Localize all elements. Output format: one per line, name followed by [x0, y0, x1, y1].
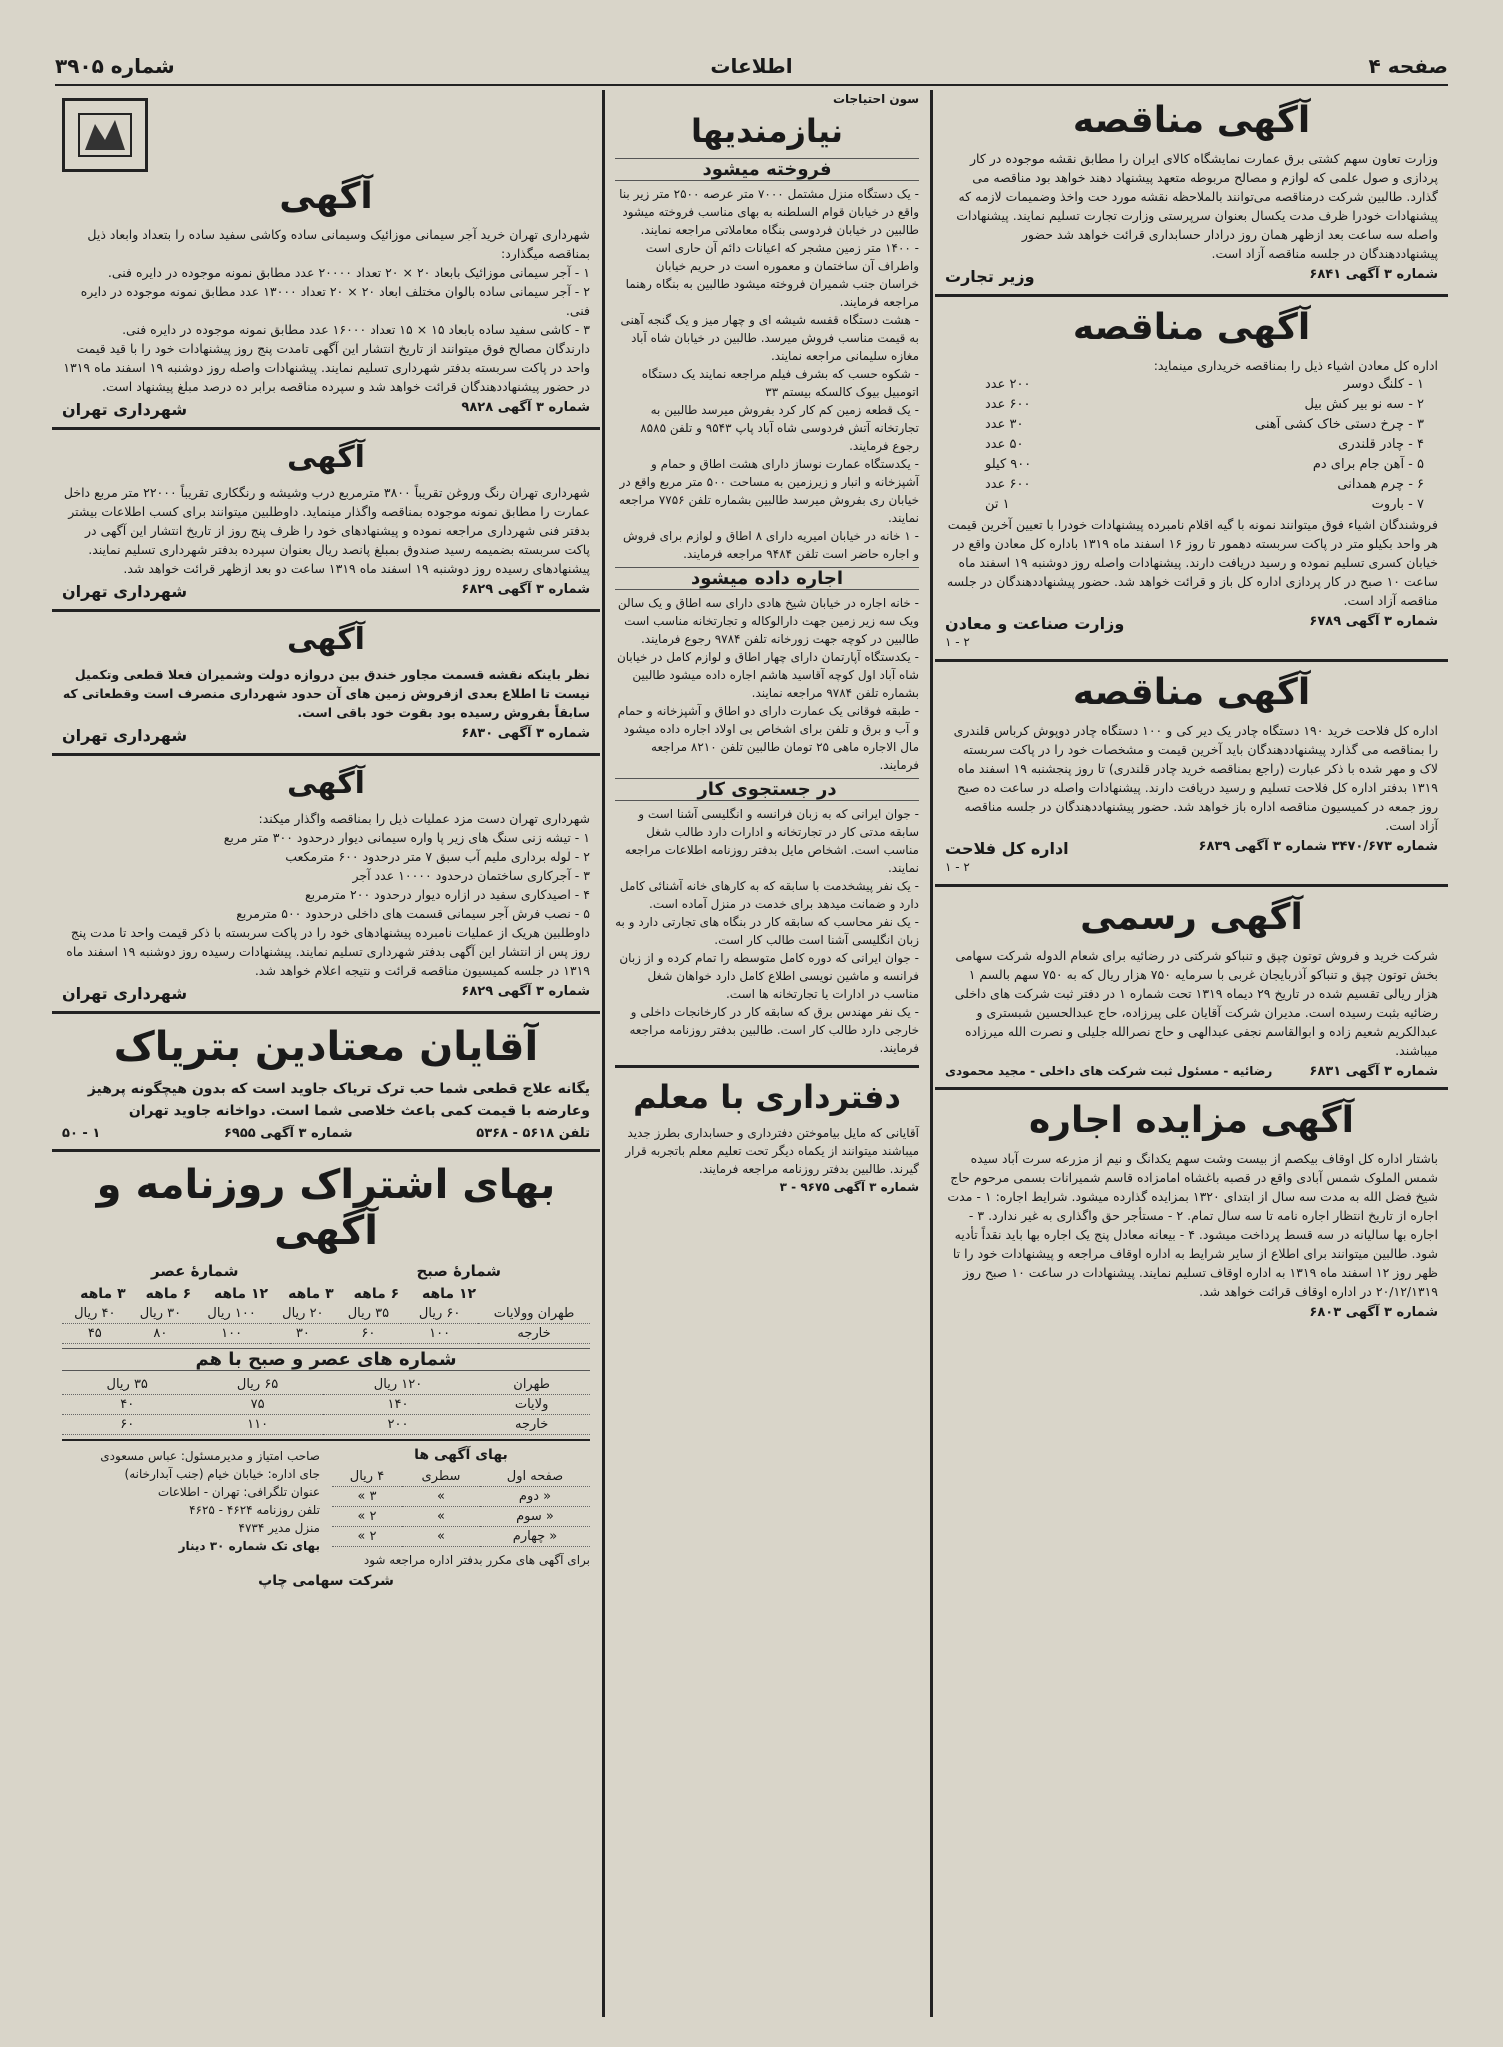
classified-item: - هشت دستگاه قفسه شیشه ای و چهار میز و یک گنجه آهنی به قیمت مناسب فروش میرسد. طالبین در خیابان شاه آباد مغازه سلیمانی مراجعه نمایند.: [620, 313, 919, 363]
rates-footer: [62, 1439, 590, 1569]
list-item: ۶ - چرم همدانی ۶۰۰ عدد: [985, 477, 1424, 492]
list-item: ۳ - آجرکاری ساختمان درحدود ۱۰۰۰۰ عدد آجر: [352, 868, 590, 883]
owner: صاحب امتیاز و مدیرمسئول: عباس مسعودی: [100, 1449, 320, 1463]
ad-body: وزارت تعاون سهم کشتی برق عمارت نمایشگاه کالای ایران را مطابق نقشه موجوده در کار پردازی و صول علمی که لوازم و مصالح مربوطه متعهد پیشنهاد دهند خواهد بود مناقصه می گذارد. طالبین شرکت درمناقصه می‌توانند بالملاحظه نقشه مورد حت واخذ وضمیمات لازمه که پیشنهادات خودرا ظرف مدت یکسال بعنوان سرپرستی وزارت تجارت تسلیم نمایند. پیشنهادات واصله سه ساعت بعد ازظهر همان روز درادار حسابداری قرائت خواهد شد حضور پیشنهاددهندگان در جلسه مناقصه آزاد است.: [956, 151, 1438, 261]
ad-title: آگهی: [279, 176, 373, 217]
list-item: ۱ - تیشه زنی سنگ های زیر پا واره سیمانی دیوار درحدود ۳۰۰ متر مربع: [223, 830, 590, 845]
table-row: خارجه ۱۰۰ ۶۰ ۳۰ ۱۰۰ ۸۰ ۴۵: [62, 1324, 590, 1344]
classified-item: - یک نفر مهندس برق که سابقه کار در کارخانجات داخلی و خارجی دارد طالب کار است. طالبین بدفتر روزنامه مراجعه فرمایند.: [629, 1005, 919, 1055]
subscription-rates: [52, 1152, 600, 1597]
classified-item: - یک قطعه زمین کم کار کرد بفروش میرسد طالبین به تجارتخانه آتش فردوسی شاه آباد پاپ ۹۵۴۳ و تلفن ۸۵۸۵ رجوع فرمایند.: [640, 403, 919, 453]
classified-item: - طبقه فوقانی یک عمارت دارای دو اطاق و آشپزخانه و حمام و آب و برق و تلفن برای اشخاص بی اولاد اجاره داده میشود مال الاجاره ماهی ۲۵ تومان طالبین تلفن ۸۲۱۰ مراجعه فرمایند.: [617, 704, 919, 772]
table-row: « چهارم » ۲ »: [332, 1527, 590, 1547]
list-item: ۵ - نصب فرش آجر سیمانی قسمت های داخلی درحدود ۵۰۰ مترمربع: [236, 906, 590, 921]
ad-body: داوطلبین هریک از عملیات نامبرده پیشنهادهای خود را در پاکت سربسته با ذکر قیمت واحد تا مدت پنج روز پس از انتشار این آگهی بدفتر شهرداری تسلیم نمایند. پیشنهادات رسیده روز دوشنبه ۱۹ اسفند ماه ۱۳۱۹ در جلسه کمیسیون مناقصه قرائت و نتیجه اعلام خواهد شد.: [66, 925, 590, 978]
column-rule: [602, 90, 605, 2017]
column-left: [52, 90, 600, 2027]
table-row: طهران وولایات ۶۰ ریال ۳۵ ریال ۲۰ ریال ۱۰۰ ریال ۳۰ ریال ۴۰ ریال: [62, 1304, 590, 1324]
section-title: نیازمندیها: [690, 112, 844, 150]
ad-lease-auction: [935, 1090, 1448, 1328]
ad-body: شهرداری تهران رنگ وروغن تقریباً ۳۸۰۰ مترمربع درب وشیشه و رنگکاری تقریباً ۲۲۰۰۰ متر مربع داخل عمارت را مطابق نمونه موجوده بمناقصه واگذار مینماید. داوطلبین میتوانند برای کسب اطلاعات بیشتر بدفتر فنی شهرداری مراجعه نموده و پیشنهادهای خود را ظرف پنج روز از تاریخ انتشار این آگهی در پاکت سربسته بضمیمه رسید صندوق بمبلغ پانصد ریال بعنوان سپرده بدفتر شهرداری تسلیم نمایند. پیشنهادهای رسیده روز دوشنبه ۱۹ اسفند ماه ۱۳۱۹ ساعت دو بعد ازظهر قرائت خواهد شد.: [63, 485, 590, 576]
ad-title: آگهی رسمی: [1080, 897, 1303, 938]
list-item: ۳ - کاشی سفید ساده بابعاد ۱۵ × ۱۵ تعداد ۱۶۰۰۰ عدد مطابق نمونه موجوده در دایره فنی.: [122, 322, 590, 337]
classified-item: - یکدستگاه آپارتمان دارای چهار اطاق و لوازم کامل در خیابان شاه آباد اول کوچه آقاسید هاشم اجاره داده میشود طالبین بشماره تلفن ۹۷۸۴ مراجعه نمایند.: [616, 650, 919, 700]
phone-manager: منزل مدیر ۴۷۳۴: [238, 1521, 320, 1535]
ad-opium-cure: [52, 1014, 600, 1152]
ad-body: دارندگان مصالح فوق میتوانند از تاریخ انتشار این آگهی تامدت پنج روز پیشنهادات خود را با قید قیمت واحد در پاکت سربسته بدفتر شهرداری تسلیم نمایند. پیشنهادات واصله روز دوشنبه ۱۹ اسفند ماه ۱۳۱۹ در حضور پیشنهاددهندگان قرائت خواهد شد و سپرده مناقصه برابر ده درصد مبلغ پیشنهاد است.: [63, 341, 590, 394]
publisher-info: [62, 1447, 320, 1569]
ad-org: اداره کل فلاحت: [945, 839, 1069, 858]
ad-number: شماره ۳ آگهی ۶۹۵۵: [223, 1126, 353, 1141]
list-item: ۲ - لوله برداری ملیم آب سبق ۷ متر درحدود ۶۰۰ مترمکعب: [285, 849, 590, 864]
ad-body: فروشندگان اشیاء فوق میتوانند نمونه با گیه اقلام نامبرده پیشنهادات خودرا با تعیین آخرین قیمت هر واحد بکیلو متر در پاکت سربسته دهمور تا روز ۱۶ اسفند ماه ۱۳۱۹ باداره کل معادن واقع در خیابان کسری تسلیم نموده و رسید دریافت دارند. پیشنهادات واصله روز دوشنبه ۱۹ اسفند ماه ساعت ۱۰ صبح در کار پردازی اداره کل باز و قرائت خواهد شد. حضور پیشنهاددهندگان در جلسه مناقصه آزاد است.: [946, 517, 1438, 608]
table-row: « دوم » ۳ »: [332, 1487, 590, 1507]
ad-signature: [945, 1305, 1438, 1320]
ad-tag: ۲ - ۱: [945, 635, 970, 649]
classified-item: - شکوه حسب که بشرف فیلم مراجعه نمایند یک دستگاه اتومبیل بیوک کالسکه بیستم ۳۳: [641, 367, 919, 399]
ad-tender-commerce: [935, 90, 1448, 297]
ad-bookkeeping: [615, 1065, 919, 1196]
ad-tender-mines: [935, 297, 1448, 662]
classified-item: - ۱ خانه در خیابان امیریه دارای ۸ اطاق و لوازم برای فروش و اجاره حاضر است تلفن ۹۴۸۴ مراجعه فرمایند.: [622, 529, 919, 561]
page-number: صفحه ۴: [1368, 54, 1448, 78]
ad-tender-agriculture: [935, 662, 1448, 887]
ad-signature: [62, 582, 590, 601]
ad-signature: [62, 1126, 590, 1141]
ad-signature: [945, 1064, 1438, 1079]
classified-item: - ۱۴۰۰ متر زمین مشجر که اعیانات دائم آن حاری است واطراف آن ساختمان و معموره است در حریم خیابان خراسان جنب شمیران فروخته میشود طالبین به بنگاه رهنما مراجعه فرمایند.: [625, 241, 919, 309]
ad-org: شهرداری تهران: [62, 400, 188, 419]
ad-number: شماره ۳ آگهی ۶۸۳۰: [461, 726, 590, 741]
emblem-icon: [62, 98, 148, 172]
section-heading: در جستجوی کار: [615, 778, 919, 801]
table-row: ولایات ۱۴۰ ۷۵ ۴۰: [62, 1395, 590, 1415]
ad-official: [935, 887, 1448, 1090]
ad-number: شماره ۳ آگهی ۶۸۳۱: [1309, 1064, 1438, 1079]
section-heading: فروخته میشود: [615, 158, 919, 181]
list-item: ۳ - چرخ دستی خاک کشی آهنی ۳۰ عدد: [985, 417, 1424, 432]
phone: تلفن روزنامه ۴۶۲۴ - ۴۶۲۵: [189, 1503, 320, 1517]
ad-signature: [62, 400, 590, 419]
ad-title: آگهی: [287, 440, 365, 475]
ad-phone: تلفن ۵۶۱۸ - ۵۳۶۸: [476, 1126, 590, 1141]
evening-edition-label: شمارهٔ عصر: [150, 1262, 239, 1280]
ad-title: آگهی: [287, 766, 365, 801]
ad-rates: [332, 1447, 590, 1569]
ad-municipality-land: [52, 612, 600, 756]
classified-item: - یک نفر پیشخدمت با سابقه که به کارهای خانه آشنائی کامل دارد و ضمانت میدهد برای خدمت در منزل آماده است.: [619, 879, 919, 911]
column-rule: [930, 90, 933, 2017]
ad-title: آگهی مناقصه: [1072, 100, 1311, 141]
list-item: ۷ - باروت ۱ تن: [985, 497, 1424, 512]
column-right: [935, 90, 1448, 2027]
ad-body: یگانه علاج قطعی شما حب ترک تریاک جاوید است که بدون هیچگونه پرهیز وعارضه با قیمت کمی باعث خلاصی شما است. دواخانه جاوید تهران: [87, 1081, 590, 1119]
list-item: ۴ - چادر قلندری ۵۰ عدد: [985, 437, 1424, 452]
ad-municipality-works: [52, 756, 600, 1014]
ad-municipality-paint: [52, 430, 600, 612]
page-header: [55, 48, 1448, 86]
combo-table: [62, 1375, 590, 1435]
ad-signature: [62, 726, 590, 745]
ad-org: شهرداری تهران: [62, 984, 188, 1003]
classified-item: - جوان ایرانی که به زبان فرانسه و انگلیسی آشنا است و سابقه مدتی کار در تجارتخانه و ادارات دارد طالب شغل مناسب است. اشخاص مایل بدفتر روزنامه اطلاعات مراجعه نمایند.: [624, 807, 919, 875]
list-item: ۵ - آهن جام برای دم ۹۰۰ کیلو: [985, 457, 1424, 472]
list-item: ۲ - سه نو بیر کش بیل ۶۰۰ عدد: [985, 397, 1424, 412]
ads-rates-table: [332, 1467, 590, 1547]
ad-title: آگهی: [287, 622, 365, 657]
ad-signature: [945, 267, 1438, 286]
ad-org: شهرداری تهران: [62, 582, 188, 601]
ad-number: شماره ۳ آگهی ۹۸۲۸: [461, 400, 590, 415]
rates-editions: [62, 1262, 590, 1280]
ad-tag: ۲ - ۱: [945, 860, 970, 874]
ad-body: شهرداری تهران خرید آجر سیمانی موزائیک وسیمانی ساده وکاشی سفید ساده را بتعداد وابعاد ذیل بمناقصه میگذارد:: [87, 227, 590, 261]
rates-table: [62, 1284, 590, 1344]
list-item: ۱ - آجر سیمانی موزائیک بابعاد ۲۰ × ۲۰ تعداد ۲۰۰۰۰ عدد مطابق نمونه موجوده در دایره فنی.: [107, 265, 590, 280]
ad-title: آگهی مناقصه: [1072, 672, 1311, 713]
table-header: ۱۲ ماهه ۶ ماهه ۳ ماهه ۱۲ ماهه ۶ ماهه ۳ ماهه: [80, 1286, 477, 1302]
single-copy: بهای تک شماره ۳۰ دینار: [178, 1539, 320, 1553]
ad-number: شماره ۳ آگهی ۶۷۸۹: [1309, 614, 1438, 629]
ad-org: شهرداری تهران: [62, 726, 188, 745]
classified-item: - یک دستگاه منزل مشتمل ۷۰۰۰ متر عرصه ۲۵۰۰ متر زیر بنا واقع در خیابان قوام السلطنه به بهای مناسب فروخته میشود طالبین در خیابان فردوسی بنگاه معاملاتی مراجعه نمایند.: [619, 187, 919, 237]
ad-title: دفترداری با معلم: [633, 1078, 901, 1116]
ad-body: آقایانی که مایل بیاموختن دفترداری و حسابداری بطرز جدید میباشند میتوانند از یکماه دیگر تحت تعلیم معلم باتجربه قرار گیرند. طالبین بدفتر روزنامه مراجعه فرمایند.: [625, 1126, 919, 1176]
classified-item: - یکدستگاه عمارت نوساز دارای هشت اطاق و حمام و آشپزخانه و انبار و زیرزمین به مساحت ۵۰۰ متر مربع واقع در خیابان ری بفروش میرسد طالبین بشماره تلفن ۷۷۵۶ مراجعه نمایند.: [619, 457, 919, 525]
ad-body: باشتار اداره کل اوقاف بیکصم از بیست وشت سهم یکدانگ و نیم از مزرعه سرت آباد سیده شمس الملوک شمس آبادی واقع در قصبه باغشاه امامزاده قاسم شمیرانات بسمی مرحوم حاج شیخ فضل الله به مدت سه سال از ابتدای ۱۳۲۰ بمزایده گذارده میشود. شرایط اجاره: ۱ - مدت اجاره از تاریخ انتظار اجاره نامه تا سه سال تمام. ۲ - مستأجر حق واگذاری به غیر ندارد. ۳ - اجاره بها سالیانه در سه قسط پرداخت میشود. ۴ - بیعانه معادل پنج یک اجاره بها باید نقداً تأدیه شود. طالبین میتوانند برای اطلاع از سایر شرایط به اداره اوقاف مراجعه و پیشنهادات خود را تا ظهر روز ۱۲ اسفند ماه ۱۳۱۹ به اداره اوقاف تسلیم نمایند. پیشنهادات در ساعت ۱۰ صبح روز ۲۰/۱۲/۱۳۱۹ در اداره اوقاف قرائت خواهد شد.: [947, 1151, 1438, 1299]
table-row: طهران ۱۲۰ ریال ۶۵ ریال ۳۵ ریال: [62, 1375, 590, 1395]
ad-number: شماره ۳۴۷۰/۶۷۳ شماره ۳ آگهی ۶۸۳۹: [1198, 839, 1438, 854]
ad-number: شماره ۳ آگهی ۶۸۰۳: [1309, 1305, 1438, 1320]
ad-title: آگهی مزایده اجاره: [1029, 1100, 1354, 1141]
ad-municipality-tiles: [52, 90, 600, 430]
ad-body: اداره کل فلاحت خرید ۱۹۰ دستگاه چادر یک دیر کی و ۱۰۰ دستگاه چادر دوپوش کرباس قلندری را بمناقصه می گذارد پیشنهاددهندگان باید آخرین قیمت و مشخصات خود را در پاکت سربسته لاک و مهر شده با ذکر عبارت (راجع بمناقصه خرید چادر قلندری) تا روز پنجشنبه ۱۹ اسفند ماه ۱۳۱۹ بدفتر اداره کل فلاحت تسلیم و رسید دریافت دارند. پیشنهادات واصله در ساعت ده صبح روز جمعه در کمیسیون مناقصه اداره باز خواهد شد. حضور پیشنهاددهندگان در جلسه مناقصه آزاد است.: [953, 723, 1438, 833]
ad-number: شماره ۳ آگهی ۶۸۲۹: [461, 984, 590, 999]
ad-title: آقایان معتادین بتریاک: [113, 1024, 539, 1070]
classified-item: - خانه اجاره در خیابان شیخ هادی دارای سه اطاق و یک سالن ویک سه زیر زمین جهت دارالوکاله و تجارتخانه مناسب است طالبین در کوچه جهت زورخانه تلفن ۹۷۸۴ رجوع فرمایند.: [617, 596, 919, 646]
ad-org: رضائیه - مسئول ثبت شرکت های داخلی - مجید محمودی: [945, 1064, 1273, 1078]
ad-tag: ۱ - ۵۰: [62, 1126, 101, 1141]
table-row: صفحه اول سطری ۴ ریال: [332, 1467, 590, 1487]
section-note: سون احتیاجات: [832, 92, 919, 106]
ad-intro: اداره کل معادن اشیاء ذیل را بمناقصه خریداری مینماید:: [1153, 358, 1438, 373]
table-row: « سوم » ۲ »: [332, 1507, 590, 1527]
ad-number: شماره ۳ آگهی ۹۶۷۵ - ۳: [779, 1180, 919, 1194]
issue-number: شماره ۳۹۰۵: [55, 54, 175, 78]
column-classifieds: [607, 90, 927, 2027]
ads-rates-title: بهای آگهی ها: [414, 1447, 508, 1463]
item-list: [945, 375, 1438, 515]
list-item: ۱ - کلنگ دوسر ۲۰۰ عدد: [985, 377, 1424, 392]
ad-number: شماره ۳ آگهی ۶۸۴۱: [1309, 267, 1438, 282]
paper-name: اطلاعات: [710, 54, 793, 78]
rates-title: بهای اشتراک روزنامه و آگهی: [96, 1162, 556, 1254]
printer: شرکت سهامی چاپ: [258, 1573, 394, 1589]
classified-item: - یک نفر محاسب که سابقه کار در بنگاه های تجارتی دارد و به زبان انگلیسی آشنا است طالب کار است.: [615, 915, 919, 947]
ad-org: وزیر تجارت: [945, 267, 1035, 286]
section-heading: اجاره داده میشود: [615, 567, 919, 590]
ad-org: وزارت صناعت و معادن: [945, 614, 1125, 633]
ad-signature: [62, 984, 590, 1003]
address: جای اداره: خیابان خیام (جنب آبدارخانه): [124, 1467, 320, 1481]
ad-number: شماره ۳ آگهی ۶۸۲۹: [461, 582, 590, 597]
ad-title: آگهی مناقصه: [1072, 307, 1311, 348]
table-row: خارجه ۲۰۰ ۱۱۰ ۶۰: [62, 1415, 590, 1435]
ad-body: شرکت خرید و فروش توتون چپق و تنباکو شرکتی در رضائیه برای شعام الدوله شرکت سهامی بخش توتون چپق و تنباکو آذربایجان غربی با سرمایه ۷۵۰ هزار ریال که به ۷۵۰ سهم بالسم ۱ هزار ریالی تقسیم شده در تاریخ ۲۹ دیماه ۱۳۱۹ تحت شماره ۱ در دفتر ثبت شرکت های داخلی رضائیه بثبت رسیده است. مدیران شرکت آقایان علی پیرزاده، حاج عبدالحسین شبستری و عبدالکریم شعیم زاده و ابوالقاسم نجفی عبدالهی و حاج نصرالله جلیلی و نصرت الله میرزاده میباشند.: [954, 948, 1438, 1058]
list-item: ۴ - اصیدکاری سفید در ازاره دیوار درحدود ۲۰۰ مترمربع: [304, 887, 590, 902]
ad-intro: شهرداری تهران دست مزد عملیات ذیل را بمناقصه واگذار میکند:: [258, 811, 590, 826]
ad-signature: [945, 614, 1438, 633]
ad-body: نظر باینکه نقشه قسمت مجاور خندق بین دروازه دولت وشمیران فعلا قطعی وتکمیل نیست تا اطلاع بعدی ازفروش زمین های آن حدود شهرداری منصرف است وقطعاتی که سابقاً بفروش رسیده بود بقوت خود باقی است.: [62, 667, 590, 720]
list-item: ۲ - آجر سیمانی ساده بالوان مختلف ابعاد ۲۰ × ۲۰ تعداد ۱۳۰۰۰ عدد مطابق نمونه موجوده در دایره فنی.: [80, 284, 590, 318]
repeat-ads-note: برای آگهی های مکرر بدفتر اداره مراجعه شود: [363, 1553, 590, 1567]
combo-title: شماره های عصر و صبح با هم: [62, 1348, 590, 1371]
morning-edition-label: شمارهٔ صبح: [416, 1262, 502, 1280]
telegraph: عنوان تلگرافی: تهران - اطلاعات: [157, 1485, 320, 1499]
ad-signature: [945, 839, 1438, 858]
classified-item: - جوان ایرانی که دوره کامل متوسطه را تمام کرده و از زبان فرانسه و ماشین نویسی اطلاع کامل دارد خواهان شغل مناسب در ادارات یا تجارتخانه ها است.: [619, 951, 919, 1001]
